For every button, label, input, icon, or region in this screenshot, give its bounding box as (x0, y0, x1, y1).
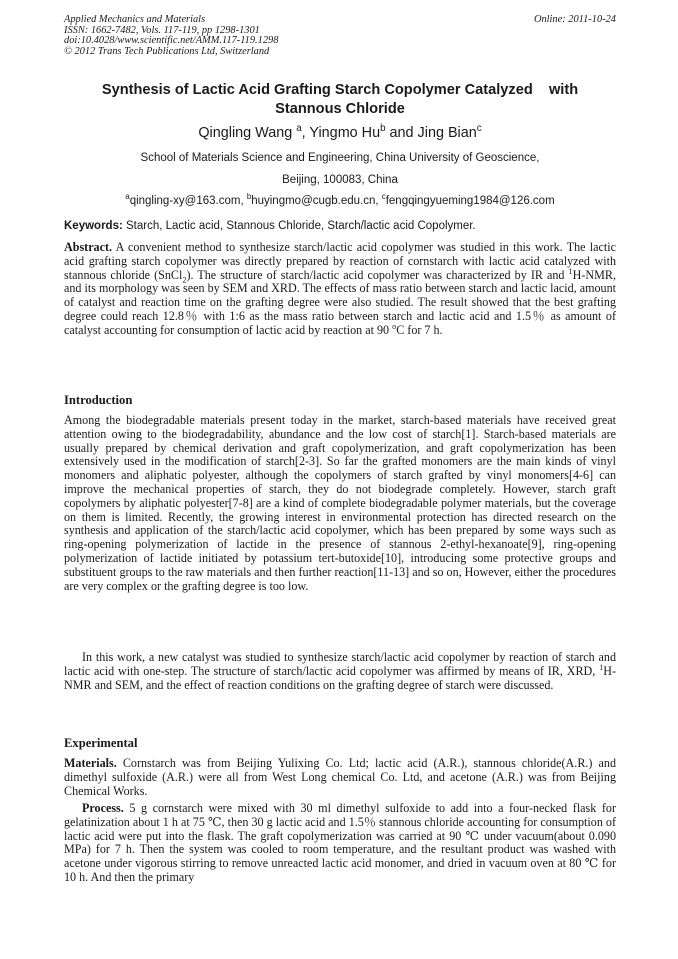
abstract-text-4: C for 7 h. (396, 322, 443, 337)
online-date: Online: 2011-10-24 (533, 14, 616, 25)
abstract-text-1: A convenient method to synthesize starch/lactic acid copolymer was studied in this work. The lactic acid grafting starch copolymer was directly prepared by reaction of cornstarch with lactic acid catalyzed with stannous chloride (SnCl (64, 240, 616, 282)
abstract-label: Abstract. (64, 240, 113, 254)
author-separator-and: and (385, 125, 418, 141)
author-list (64, 124, 616, 142)
author-3-mark: c (476, 123, 482, 135)
intro-p2-superscript: 1 (599, 662, 604, 672)
author-separator: , (301, 125, 310, 141)
keywords-label: Keywords: (64, 220, 123, 232)
intro-p2-text-a: In this work, a new catalyst was studied to synthesize starch/lactic acid copolymer by reaction of starch and lactic acid with one-step. The structure of starch/lactic acid copolymer was affirmed by means of IR, XRD, (64, 650, 616, 678)
abstract-superscript-1: 1 (568, 266, 573, 276)
introduction-paragraph-1: Among the biodegradable materials present today in the market, starch-based materials have received great attention owing to the biodegradability, abundance and the low cost of starch[1]. Starch-based materials are usually prepared by chemical derivation and graft copolymerization, and graft copolymerization has been extensively used in the modification of starch[2-3]. So far the grafted monomers are the main kinds of vinyl monomers and aliphatic polyester, although the copolymers of starch grafted by vinyl monomers[4-6] can improve the mechanical properties of starch, they do not biodegrade completely. However, starch graft copolymers by aliphatic polyester[7-8] are a kind of complete biodegradable polymer materials, but the coverage on them is limited. Recently, the growing interest in environmental protection has directed research on the synthesis and application of the starch/lactic acid copolymer, which has been prepared by some ways such as ring-opening polymerization of lactide in the presence of stannous 2-ethyl-hexanoate[9], ring-opening polymerization of lactide initiated by potassium tert-butoxide[10], introducing some protective groups and substituent groups to the raw materials and then further reaction[11-13] and so on, However, either the procedures are very complex or the grafting degree is too low. (64, 413, 616, 593)
author-1: Qingling Wang (198, 125, 293, 141)
affiliation-line-2: Beijing, 100083, China (282, 174, 398, 186)
author-2-mark: b (380, 123, 386, 135)
intro-p2-text-b: H-NMR and SEM, and the effect of reaction conditions on the grafting degree of starch were discussed. (64, 663, 616, 692)
author-emails (64, 194, 616, 208)
email-1[interactable]: qingling-xy@163.com, (129, 195, 247, 207)
paper-title (64, 81, 616, 119)
email-2-mark: b (246, 192, 252, 202)
title-line-2: Stannous Chloride (275, 101, 405, 117)
author-3: Jing Bian (417, 125, 477, 141)
email-3-mark: c (381, 192, 386, 202)
author-2: Yingmo Hu (309, 125, 381, 141)
email-3[interactable]: fengqingyueming1984@126.com (385, 195, 555, 207)
email-1-mark: a (125, 192, 130, 202)
keywords (64, 219, 616, 233)
abstract (64, 241, 616, 338)
journal-name: Applied Mechanics and Materials (64, 14, 206, 25)
process-paragraph (64, 802, 616, 885)
process-label: Process. (82, 801, 124, 815)
email-2[interactable]: huyingmo@cugb.edu.cn, (251, 195, 382, 207)
abstract-superscript-degree: o (392, 321, 397, 331)
abstract-text-2: ). The structure of starch/lactic acid copolymer was characterized by IR and (186, 267, 569, 282)
issn-line: ISSN: 1662-7482, Vols. 117-119, pp 1298-1301 (64, 24, 260, 36)
copyright-line: © 2012 Trans Tech Publications Ltd, Switzerland (64, 45, 270, 57)
materials-text: Cornstarch was from Beijing Yulixing Co. Ltd; lactic acid (A.R.), stannous chloride(A.R.) and dimethyl sulfoxide (A.R.) were all from West Long chemical Co. Ltd, and acetone (A.R.) was from Beijing Chemical Works. (64, 756, 616, 798)
doi-line: doi:10.4028/www.scientific.net/AMM.117-119.1298 (64, 35, 279, 47)
experimental-heading: Experimental (64, 736, 138, 750)
materials-paragraph (64, 757, 616, 798)
process-text: 5 g cornstarch were mixed with 30 ml dimethyl sulfoxide to add into a four-necked flask for gelatinization about 1 h at 75 ℃, then 30 g lactic acid and 1.5％ stannous chloride accounting for consumption of lactic acid were put into the flask. The graft copolymerization was carried at 90 ℃ under vacuum(about 0.090 MPa) for 7 h. Then the system was cooled to room temperature, and the resultant product was washed with acetone under vigorous stirring to remove unreacted lactic acid monomer, and dried in vacuum oven at 80 ℃ for 10 h. And then the primary (64, 801, 616, 884)
abstract-subscript: 2 (182, 275, 187, 284)
introduction-heading: Introduction (64, 393, 133, 407)
introduction-paragraph-2 (64, 651, 616, 692)
title-line-1: Synthesis of Lactic Acid Grafting Starch Copolymer Catalyzed with (101, 82, 579, 98)
materials-label: Materials. (64, 756, 117, 770)
keywords-text: Starch, Lactic acid, Stannous Chloride, Starch/lactic acid Copolymer. (122, 220, 476, 232)
abstract-text-3: H-NMR, and its morphology was seen by SEM and XRD. The effects of mass ratio between starch and lactic lacid, amount of catalyst and reaction time on the grafting degree were also studied. The result showed that the best grafting degree could reach 12.8％ with 1:6 as the mass ratio between starch and lactic acid and 1.5％ as amount of catalyst accounting for consumption of lactic acid by reaction at 90 (64, 267, 616, 337)
author-1-mark: a (296, 123, 302, 135)
journal-header (64, 15, 616, 57)
affiliation-line-1: School of Materials Science and Engineering, China University of Geoscience, (140, 152, 540, 164)
